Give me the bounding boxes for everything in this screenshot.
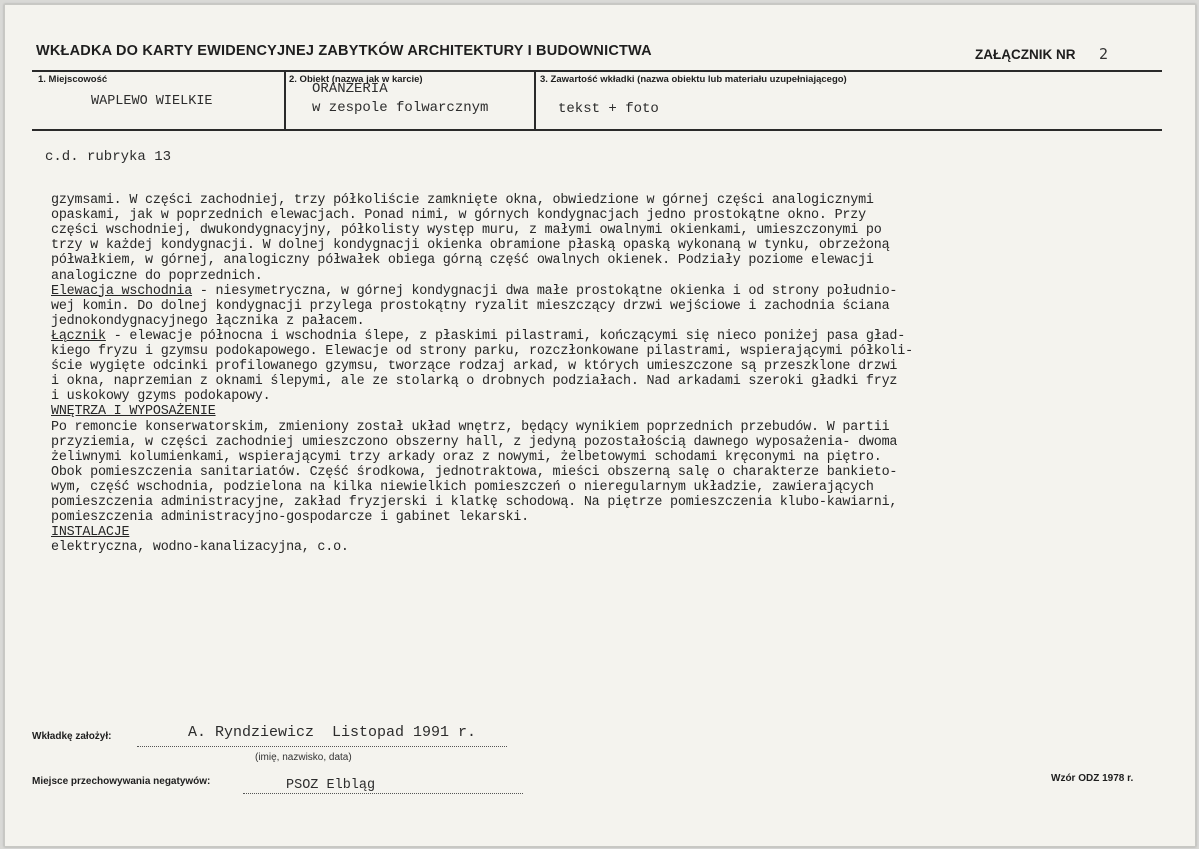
text-line: opaskami, jak w poprzednich elewacjach. Ponad nimi, w górnych kondygnacjach jedno prostokątne okno. Przy (51, 208, 866, 224)
text-line: wym, część wschodnia, podzielona na kilka niewielkich pomieszczeń o nieregularnym układzie, zawierających (51, 479, 874, 495)
text-line: elektryczna, wodno-kanalizacyjna, c.o. (51, 540, 349, 556)
field-divider-1 (284, 71, 286, 129)
author-hint: (imię, nazwisko, data) (255, 752, 352, 763)
form-sheet (4, 4, 1196, 847)
continuation-note: c.d. rubryka 13 (45, 149, 172, 165)
text-line: jednokondygnacyjnego łącznika z pałacem. (51, 313, 365, 329)
author-value: A. Ryndziewicz Listopad 1991 r. (188, 724, 477, 741)
text-line: trzy w każdej kondygnacji. W dolnej kondygnacji okienka obramione płaską opaską wykonaną w tynku, obrzeżoną (51, 238, 890, 254)
author-label: Wkładkę założył: (32, 731, 112, 742)
header-rule-bottom (32, 129, 1162, 131)
text-line: wej komin. Do dolnej kondygnacji przylega prostokątny ryzalit mieszczący drzwi wejściowe i zachodnia ściana (51, 298, 890, 314)
object-value-line-1: ORANŻERIA (312, 81, 388, 97)
text-line: - elewacje północna i wschodnia ślepe, z płaskimi pilastrami, kończącymi się nieco poniżej pasa gład- (105, 328, 906, 344)
section-heading-installations: INSTALACJE (51, 525, 130, 541)
section-heading-east-elevation: Elewacja wschodnia (51, 283, 193, 299)
form-version: Wzór ODZ 1978 r. (1051, 773, 1134, 784)
text-line: pomieszczenia administracyjno-gospodarcze i gabinet lekarski. (51, 510, 529, 526)
text-line: półwałkiem, w górnej, analogiczny półwałek obiega górną część owalnych okienek. Podziały poziome elewacji (51, 253, 874, 269)
text-line: ście wygięte odcinki profilowanego gzymsu, tworzące rodzaj arkad, w których umieszczone są przeszklone drzwi (51, 359, 898, 375)
negatives-dotted-line (243, 793, 523, 794)
negatives-label: Miejsce przechowywania negatywów: (32, 776, 211, 787)
object-label: 2. Obiekt (nazwa jak w karcie) (289, 74, 423, 85)
annex-label: ZAŁĄCZNIK NR (975, 47, 1076, 62)
text-line: pomieszczenia administracyjne, zakład fryzjerski i klatkę schodową. Na piętrze pomieszczenia klubo-kawiarni, (51, 494, 898, 510)
text-line: Obok pomieszczenia sanitariatów. Część środkowa, jednotraktowa, mieści obszerną salę o charakterze bankieto- (51, 464, 898, 480)
text-line: Po remoncie konserwatorskim, zmieniony został układ wnętrz, będący wynikiem poprzednich przebudów. W partii (51, 419, 890, 435)
form-title: WKŁADKA DO KARTY EWIDENCYJNEJ ZABYTKÓW ARCHITEKTURY I BUDOWNICTWA (36, 43, 652, 59)
section-heading-interiors: WNĘTRZA I WYPOSAŻENIE (51, 404, 216, 420)
text-line: gzymsami. W części zachodniej, trzy półkoliście zamknięte okna, obwiedzione w górnej części analogicznymi (51, 193, 874, 209)
negatives-value: PSOZ Elbląg (286, 778, 376, 793)
annex-number: 2 (1099, 45, 1109, 63)
text-line: przyziemia, w części zachodniej umieszczono obszerny hall, z jedyną pozostałością dawnego wyposażenia- dwoma (51, 434, 898, 450)
text-line: i uskokowy gzyms podokapowy. (51, 389, 271, 405)
header-rule-top (32, 70, 1162, 72)
place-value: WAPLEWO WIELKIE (91, 94, 213, 109)
section-heading-connector: Łącznik (51, 328, 106, 344)
text-line: i okna, naprzemian z oknami ślepymi, ale ze stolarką o drobnych podziałach. Nad arkadami szeroki gładki fryz (51, 374, 898, 390)
text-line: części wschodniej, dwukondygnacyjny, półkolisty występ muru, z małymi owalnymi okienkami, umieszczonymi po (51, 223, 882, 239)
text-line: analogiczne do poprzednich. (51, 268, 263, 284)
description-text (51, 178, 913, 570)
author-dotted-line (137, 746, 507, 747)
content-label: 3. Zawartość wkładki (nazwa obiektu lub materiału uzupełniającego) (540, 74, 847, 85)
content-value: tekst + foto (558, 101, 659, 117)
text-line: kiego fryzu i gzymsu podokapowego. Elewacje od strony parku, rozczłonkowane pilastrami, wspierającymi półkoli- (51, 344, 913, 360)
object-value-line-2: w zespole folwarcznym (312, 100, 489, 116)
text-line: żeliwnymi kolumienkami, wspierającymi trzy arkady oraz z nowymi, żelbetowymi schodami kręconymi na piętro. (51, 449, 882, 465)
place-label: 1. Miejscowość (38, 74, 108, 85)
field-divider-2 (534, 71, 536, 129)
text-line: - niesymetryczna, w górnej kondygnacji dwa małe prostokątne okienka i od strony południo- (192, 283, 898, 299)
